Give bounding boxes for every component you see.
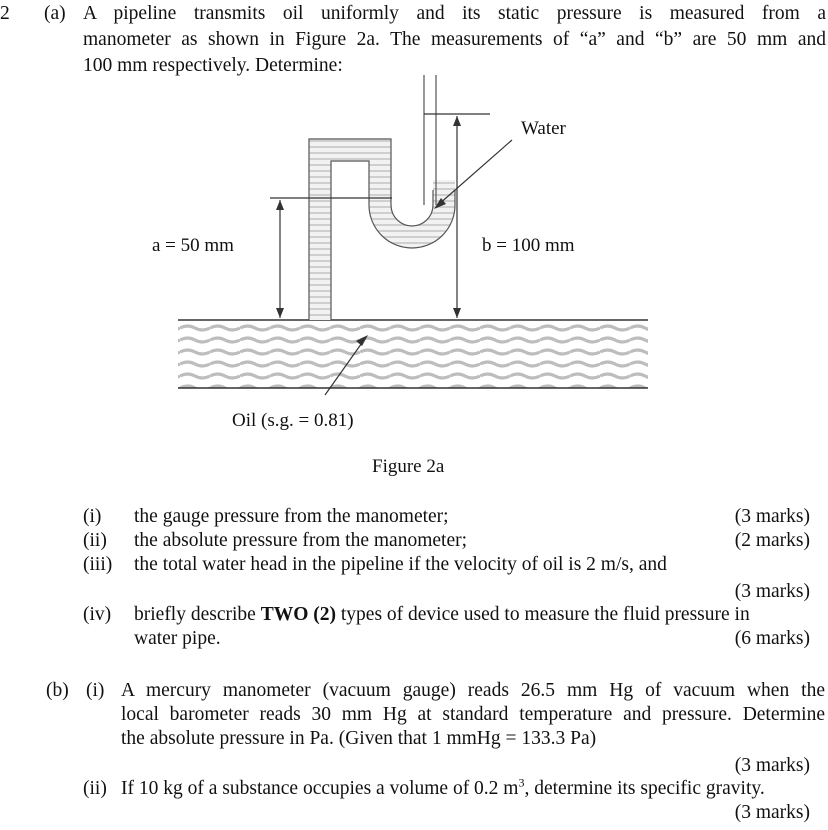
item-b-i-line-2: local barometer reads 30 mm Hg at standard temperature and pressure. Determine [121, 704, 825, 725]
dimension-b-label: b = 100 mm [482, 235, 575, 256]
water-leader-arrow [434, 140, 512, 209]
item-b-ii-text [121, 777, 765, 801]
item-b-ii-num: (ii) [83, 778, 107, 799]
question-number: 2 [0, 3, 10, 24]
item-b-i-line-3: the absolute pressure in Pa. (Given that 1 mmHg = 133.3 Pa) [121, 728, 597, 749]
item-b-ii-text-post: , determine its specific gravity. [524, 778, 765, 799]
item-a-i-text: the gauge pressure from the manometer; [134, 506, 449, 527]
part-b-label: (b) [46, 680, 69, 701]
part-a-intro-line-1: A pipeline transmits oil uniformly and its static pressure is measured from a [83, 3, 826, 24]
item-a-iii-text: the total water head in the pipeline if the velocity of oil is 2 m/s, and [134, 554, 667, 575]
oil-label: Oil (s.g. = 0.81) [232, 410, 354, 431]
item-a-ii-num: (ii) [83, 530, 107, 551]
item-a-iv-text-pre: briefly describe [134, 604, 261, 625]
item-b-ii-text-pre: If 10 kg of a substance occupies a volume of 0.2 m [121, 778, 519, 799]
item-a-ii-marks: (2 marks) [734, 530, 810, 551]
item-b-ii-superscript: 3 [518, 775, 525, 790]
item-b-i-line-1: A mercury manometer (vacuum gauge) reads 26.5 mm Hg of vacuum when the [121, 680, 825, 701]
item-a-iv-text-bold: TWO (2) [260, 604, 336, 625]
item-a-iii-num: (iii) [83, 554, 113, 575]
item-a-i-marks: (3 marks) [734, 506, 810, 527]
item-b-i-marks: (3 marks) [734, 755, 810, 776]
item-a-iv-text-line-2: water pipe. [134, 628, 221, 649]
figure-caption: Figure 2a [372, 456, 445, 477]
part-a-intro-line-3: 100 mm respectively. Determine: [83, 55, 343, 76]
item-b-i-num: (i) [86, 680, 105, 701]
item-a-ii-text: the absolute pressure from the manometer; [134, 530, 468, 551]
item-b-ii-marks: (3 marks) [734, 802, 810, 823]
dimension-a-label: a = 50 mm [152, 235, 234, 256]
item-a-iii-marks: (3 marks) [734, 581, 810, 602]
item-a-iv-text [134, 603, 750, 627]
part-a-label: (a) [44, 3, 66, 24]
part-a-intro-line-2: manometer as shown in Figure 2a. The measurements of “a” and “b” are 50 mm and [83, 29, 826, 50]
item-a-iv-marks: (6 marks) [734, 628, 810, 649]
oil-pipeline [178, 320, 648, 388]
water-label: Water [521, 118, 566, 139]
item-a-i-num: (i) [83, 506, 102, 527]
item-a-iv-num: (iv) [83, 604, 112, 625]
item-a-iv-text-post: types of device used to measure the fluid pressure in [336, 604, 750, 625]
